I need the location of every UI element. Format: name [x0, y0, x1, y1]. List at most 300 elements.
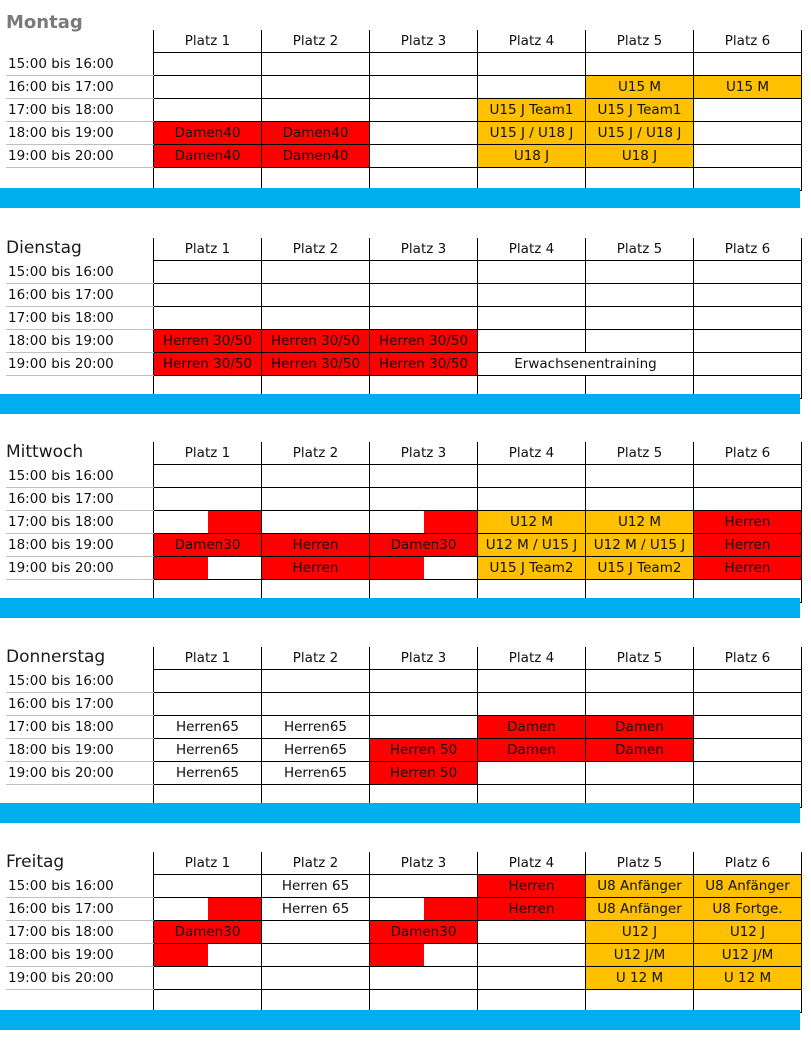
booking-cell [694, 693, 802, 716]
court-header: Platz 2 [262, 30, 370, 53]
booking-cell [586, 967, 694, 990]
time-slot: 15:00 bis 16:00 [6, 261, 154, 284]
booking-cell [478, 921, 586, 944]
booking-cell [370, 353, 478, 376]
booking-cell [586, 76, 694, 99]
booking-cell [262, 122, 370, 145]
booking-cell [586, 875, 694, 898]
booking-label: U15 J Team1 [489, 102, 574, 118]
time-slot: 16:00 bis 17:00 [6, 693, 154, 716]
header-blank [6, 30, 154, 53]
court-header: Platz 5 [586, 30, 694, 53]
booking-cell [154, 145, 262, 168]
booking-cell [370, 122, 478, 145]
booking-cell [370, 261, 478, 284]
time-slot: 18:00 bis 19:00 [6, 330, 154, 353]
booking-cell [694, 875, 802, 898]
booking-label: U15 J Team2 [597, 560, 682, 576]
booking-cell [154, 739, 262, 762]
court-header: Platz 5 [586, 442, 694, 465]
booking-label: U15 M [618, 79, 661, 95]
booking-label: Damen40 [282, 125, 349, 141]
booking-cell [478, 99, 586, 122]
booking-cell [262, 284, 370, 307]
booking-label: U15 J / U18 J [489, 125, 574, 141]
booking-cell [586, 739, 694, 762]
booking-cell [154, 330, 262, 353]
booking-label: U15 J / U18 J [597, 125, 682, 141]
booking-label: U12 M / U15 J [485, 537, 578, 553]
table-row [6, 307, 802, 330]
header-blank [6, 852, 154, 875]
schedule-table [6, 852, 802, 1013]
booking-cell [154, 307, 262, 330]
day-section [0, 852, 811, 1052]
time-slot: 18:00 bis 19:00 [6, 944, 154, 967]
booking-label: U12 J [621, 924, 658, 940]
day-title: Dienstag [6, 238, 82, 258]
court-header: Platz 5 [586, 647, 694, 670]
booking-label: Damen30 [390, 924, 457, 940]
booking-cell [694, 353, 802, 376]
booking-cell [370, 284, 478, 307]
booking-cell [478, 557, 586, 580]
booking-cell [694, 99, 802, 122]
header-blank [6, 442, 154, 465]
booking-cell [262, 488, 370, 511]
court-header: Platz 2 [262, 442, 370, 465]
table-row [6, 284, 802, 307]
booking-cell [694, 261, 802, 284]
booking-cell [370, 76, 478, 99]
booking-cell [694, 330, 802, 353]
booking-cell [262, 898, 370, 921]
table-row [6, 76, 802, 99]
booking-cell [478, 762, 586, 785]
booking-cell [154, 693, 262, 716]
booking-cell [586, 557, 694, 580]
booking-cell [154, 76, 262, 99]
booking-label: Herren65 [283, 765, 348, 781]
court-header: Platz 6 [694, 442, 802, 465]
booking-cell [478, 670, 586, 693]
court-header: Platz 2 [262, 238, 370, 261]
booking-cell [370, 875, 478, 898]
booking-label: Damen [615, 742, 664, 758]
booking-cell [262, 307, 370, 330]
booking-label: Herren 30/50 [270, 333, 361, 349]
schedule-table [6, 647, 802, 808]
court-header: Platz 1 [154, 647, 262, 670]
booking-cell [586, 261, 694, 284]
booking-cell [154, 762, 262, 785]
court-header: Platz 5 [586, 238, 694, 261]
booking-cell [586, 762, 694, 785]
booking-cell [586, 330, 694, 353]
time-slot: 15:00 bis 16:00 [6, 53, 154, 76]
court-header: Platz 1 [154, 442, 262, 465]
booking-cell [262, 53, 370, 76]
day-separator-bar [0, 1010, 800, 1030]
booking-cell [586, 488, 694, 511]
booking-cell [262, 875, 370, 898]
booking-cell [370, 921, 478, 944]
booking-cell [154, 557, 262, 580]
half-booking-fill [370, 944, 424, 966]
table-row [6, 898, 802, 921]
booking-label: Herren 65 [281, 878, 350, 894]
booking-cell [478, 875, 586, 898]
time-slot: 17:00 bis 18:00 [6, 307, 154, 330]
day-section [0, 647, 811, 847]
booking-label: Damen [507, 742, 556, 758]
booking-cell [262, 967, 370, 990]
booking-label: U12 J/M [721, 947, 774, 963]
booking-cell [262, 76, 370, 99]
booking-cell [586, 944, 694, 967]
day-title: Mittwoch [6, 442, 84, 462]
table-row [6, 557, 802, 580]
booking-label: Damen [507, 719, 556, 735]
booking-label: U15 M [726, 79, 769, 95]
booking-cell [154, 465, 262, 488]
booking-cell [370, 739, 478, 762]
day-separator-bar [0, 598, 800, 618]
booking-label: Herren 50 [389, 765, 458, 781]
time-slot: 16:00 bis 17:00 [6, 488, 154, 511]
table-row [6, 465, 802, 488]
table-row [6, 53, 802, 76]
booking-cell [694, 307, 802, 330]
booking-label: Herren65 [175, 742, 240, 758]
booking-cell [262, 944, 370, 967]
time-slot: 18:00 bis 19:00 [6, 534, 154, 557]
booking-cell [478, 76, 586, 99]
booking-cell [586, 122, 694, 145]
table-row [6, 511, 802, 534]
time-slot: 17:00 bis 18:00 [6, 716, 154, 739]
court-header: Platz 6 [694, 647, 802, 670]
booking-label: Erwachsenentraining [514, 356, 657, 372]
booking-label: Herren [724, 560, 771, 576]
day-title: Montag [6, 12, 83, 33]
table-row [6, 330, 802, 353]
booking-cell [262, 99, 370, 122]
day-section [0, 6, 811, 206]
booking-label: Damen40 [282, 148, 349, 164]
table-row [6, 875, 802, 898]
half-booking-fill [208, 511, 262, 533]
booking-cell [478, 307, 586, 330]
booking-label: Herren 65 [281, 901, 350, 917]
booking-label: Herren65 [175, 765, 240, 781]
booking-cell [478, 145, 586, 168]
booking-cell [370, 944, 478, 967]
booking-label: U15 J Team2 [489, 560, 574, 576]
booking-cell [154, 99, 262, 122]
booking-cell [154, 488, 262, 511]
booking-cell [154, 898, 262, 921]
booking-label: Herren [508, 901, 555, 917]
booking-cell [478, 284, 586, 307]
booking-label: Herren [508, 878, 555, 894]
court-header: Platz 4 [478, 238, 586, 261]
booking-cell [370, 716, 478, 739]
table-row [6, 122, 802, 145]
table-row [6, 739, 802, 762]
booking-cell [586, 465, 694, 488]
booking-cell [694, 739, 802, 762]
booking-label: Herren 50 [389, 742, 458, 758]
day-title: Freitag [6, 852, 65, 872]
booking-cell [370, 53, 478, 76]
booking-cell [586, 53, 694, 76]
booking-cell [370, 145, 478, 168]
booking-cell [154, 875, 262, 898]
booking-cell [262, 716, 370, 739]
table-row [6, 488, 802, 511]
schedule-table [6, 442, 802, 603]
booking-label: U8 Fortge. [712, 901, 783, 917]
court-header: Platz 6 [694, 30, 802, 53]
booking-cell [262, 534, 370, 557]
day-separator-bar [0, 394, 800, 414]
booking-cell [586, 145, 694, 168]
booking-cell [262, 511, 370, 534]
booking-cell [478, 693, 586, 716]
booking-cell [154, 967, 262, 990]
booking-cell [370, 488, 478, 511]
day-separator-bar [0, 188, 800, 208]
booking-cell [370, 465, 478, 488]
half-booking-fill [424, 898, 478, 920]
booking-cell [262, 739, 370, 762]
booking-cell [694, 716, 802, 739]
court-header: Platz 5 [586, 852, 694, 875]
time-slot: 16:00 bis 17:00 [6, 76, 154, 99]
table-row [6, 762, 802, 785]
booking-cell [154, 122, 262, 145]
booking-label: U 12 M [723, 970, 772, 986]
booking-label: Herren 30/50 [378, 333, 469, 349]
booking-cell [478, 739, 586, 762]
booking-cell [370, 534, 478, 557]
day-separator-bar [0, 803, 800, 823]
court-header: Platz 6 [694, 852, 802, 875]
booking-cell [694, 967, 802, 990]
booking-label: Herren 30/50 [162, 333, 253, 349]
booking-label: U8 Anfänger [597, 878, 682, 894]
court-header: Platz 3 [370, 30, 478, 53]
booking-cell [478, 122, 586, 145]
booking-label: Herren 30/50 [270, 356, 361, 372]
booking-cell [154, 353, 262, 376]
booking-cell [694, 921, 802, 944]
table-row [6, 353, 802, 376]
schedule-table [6, 30, 802, 191]
booking-cell [586, 716, 694, 739]
court-header: Platz 6 [694, 238, 802, 261]
booking-label: Damen30 [390, 537, 457, 553]
booking-cell [370, 693, 478, 716]
court-header: Platz 4 [478, 647, 586, 670]
booking-cell [262, 261, 370, 284]
time-slot: 19:00 bis 20:00 [6, 762, 154, 785]
half-booking-fill [154, 944, 208, 966]
booking-label: Damen [615, 719, 664, 735]
booking-label: Herren65 [175, 719, 240, 735]
time-slot: 19:00 bis 20:00 [6, 145, 154, 168]
booking-cell [262, 330, 370, 353]
booking-label: Herren65 [283, 742, 348, 758]
booking-cell [586, 898, 694, 921]
schedule-table [6, 238, 802, 399]
booking-cell [694, 76, 802, 99]
booking-cell [586, 99, 694, 122]
booking-cell [370, 330, 478, 353]
booking-cell [154, 511, 262, 534]
booking-cell [262, 353, 370, 376]
header-blank [6, 238, 154, 261]
booking-cell [262, 557, 370, 580]
header-blank [6, 647, 154, 670]
court-header: Platz 1 [154, 852, 262, 875]
booking-cell [694, 53, 802, 76]
booking-cell [694, 670, 802, 693]
booking-cell [154, 261, 262, 284]
booking-cell [694, 122, 802, 145]
booking-label: U18 J [621, 148, 658, 164]
table-row [6, 967, 802, 990]
booking-cell [586, 511, 694, 534]
booking-cell [154, 534, 262, 557]
booking-cell [262, 762, 370, 785]
time-slot: 18:00 bis 19:00 [6, 122, 154, 145]
table-row [6, 921, 802, 944]
booking-cell [586, 284, 694, 307]
half-booking-fill [424, 511, 478, 533]
court-header: Platz 1 [154, 238, 262, 261]
table-row [6, 716, 802, 739]
booking-label: U 12 M [615, 970, 664, 986]
court-header: Platz 2 [262, 647, 370, 670]
booking-cell [586, 921, 694, 944]
court-header: Platz 4 [478, 442, 586, 465]
booking-cell [154, 284, 262, 307]
booking-label: U8 Anfänger [597, 901, 682, 917]
booking-cell [262, 693, 370, 716]
booking-cell [478, 353, 694, 376]
table-row [6, 145, 802, 168]
time-slot: 17:00 bis 18:00 [6, 511, 154, 534]
time-slot: 16:00 bis 17:00 [6, 284, 154, 307]
booking-cell [478, 534, 586, 557]
booking-label: U18 J [513, 148, 550, 164]
booking-cell [694, 145, 802, 168]
booking-label: Herren [292, 537, 339, 553]
booking-cell [478, 261, 586, 284]
booking-cell [586, 693, 694, 716]
booking-label: Damen40 [174, 148, 241, 164]
booking-cell [370, 557, 478, 580]
day-section [0, 238, 811, 438]
booking-cell [478, 944, 586, 967]
booking-label: Damen30 [174, 537, 241, 553]
booking-cell [370, 762, 478, 785]
booking-label: Damen30 [174, 924, 241, 940]
booking-cell [694, 557, 802, 580]
booking-cell [694, 465, 802, 488]
court-header: Platz 4 [478, 30, 586, 53]
booking-cell [694, 284, 802, 307]
booking-cell [154, 944, 262, 967]
half-booking-fill [208, 898, 262, 920]
booking-cell [370, 511, 478, 534]
booking-label: U12 M [618, 514, 661, 530]
court-header: Platz 3 [370, 442, 478, 465]
booking-cell [478, 511, 586, 534]
booking-cell [694, 511, 802, 534]
booking-label: U8 Anfänger [705, 878, 790, 894]
court-header: Platz 3 [370, 238, 478, 261]
booking-label: Herren65 [283, 719, 348, 735]
court-header: Platz 3 [370, 647, 478, 670]
half-booking-fill [154, 557, 208, 579]
booking-label: Herren [724, 537, 771, 553]
time-slot: 17:00 bis 18:00 [6, 99, 154, 122]
booking-cell [478, 53, 586, 76]
booking-label: Damen40 [174, 125, 241, 141]
booking-cell [694, 534, 802, 557]
booking-cell [262, 145, 370, 168]
booking-cell [694, 762, 802, 785]
time-slot: 15:00 bis 16:00 [6, 875, 154, 898]
booking-cell [370, 99, 478, 122]
booking-cell [154, 53, 262, 76]
table-row [6, 99, 802, 122]
booking-cell [478, 716, 586, 739]
booking-cell [478, 465, 586, 488]
day-section [0, 442, 811, 642]
court-header: Platz 3 [370, 852, 478, 875]
booking-cell [262, 465, 370, 488]
booking-label: U12 M [510, 514, 553, 530]
booking-label: Herren 30/50 [162, 356, 253, 372]
day-title: Donnerstag [6, 647, 106, 667]
booking-cell [478, 488, 586, 511]
booking-cell [154, 921, 262, 944]
booking-label: U15 J Team1 [597, 102, 682, 118]
booking-cell [370, 670, 478, 693]
booking-cell [262, 921, 370, 944]
booking-cell [478, 898, 586, 921]
time-slot: 17:00 bis 18:00 [6, 921, 154, 944]
table-row [6, 944, 802, 967]
booking-label: Herren [724, 514, 771, 530]
booking-label: Herren [292, 560, 339, 576]
court-header: Platz 1 [154, 30, 262, 53]
court-header: Platz 4 [478, 852, 586, 875]
booking-cell [478, 330, 586, 353]
booking-cell [154, 670, 262, 693]
time-slot: 15:00 bis 16:00 [6, 670, 154, 693]
booking-cell [694, 944, 802, 967]
time-slot: 19:00 bis 20:00 [6, 557, 154, 580]
time-slot: 15:00 bis 16:00 [6, 465, 154, 488]
booking-cell [694, 898, 802, 921]
booking-cell [370, 967, 478, 990]
booking-label: U12 M / U15 J [593, 537, 686, 553]
